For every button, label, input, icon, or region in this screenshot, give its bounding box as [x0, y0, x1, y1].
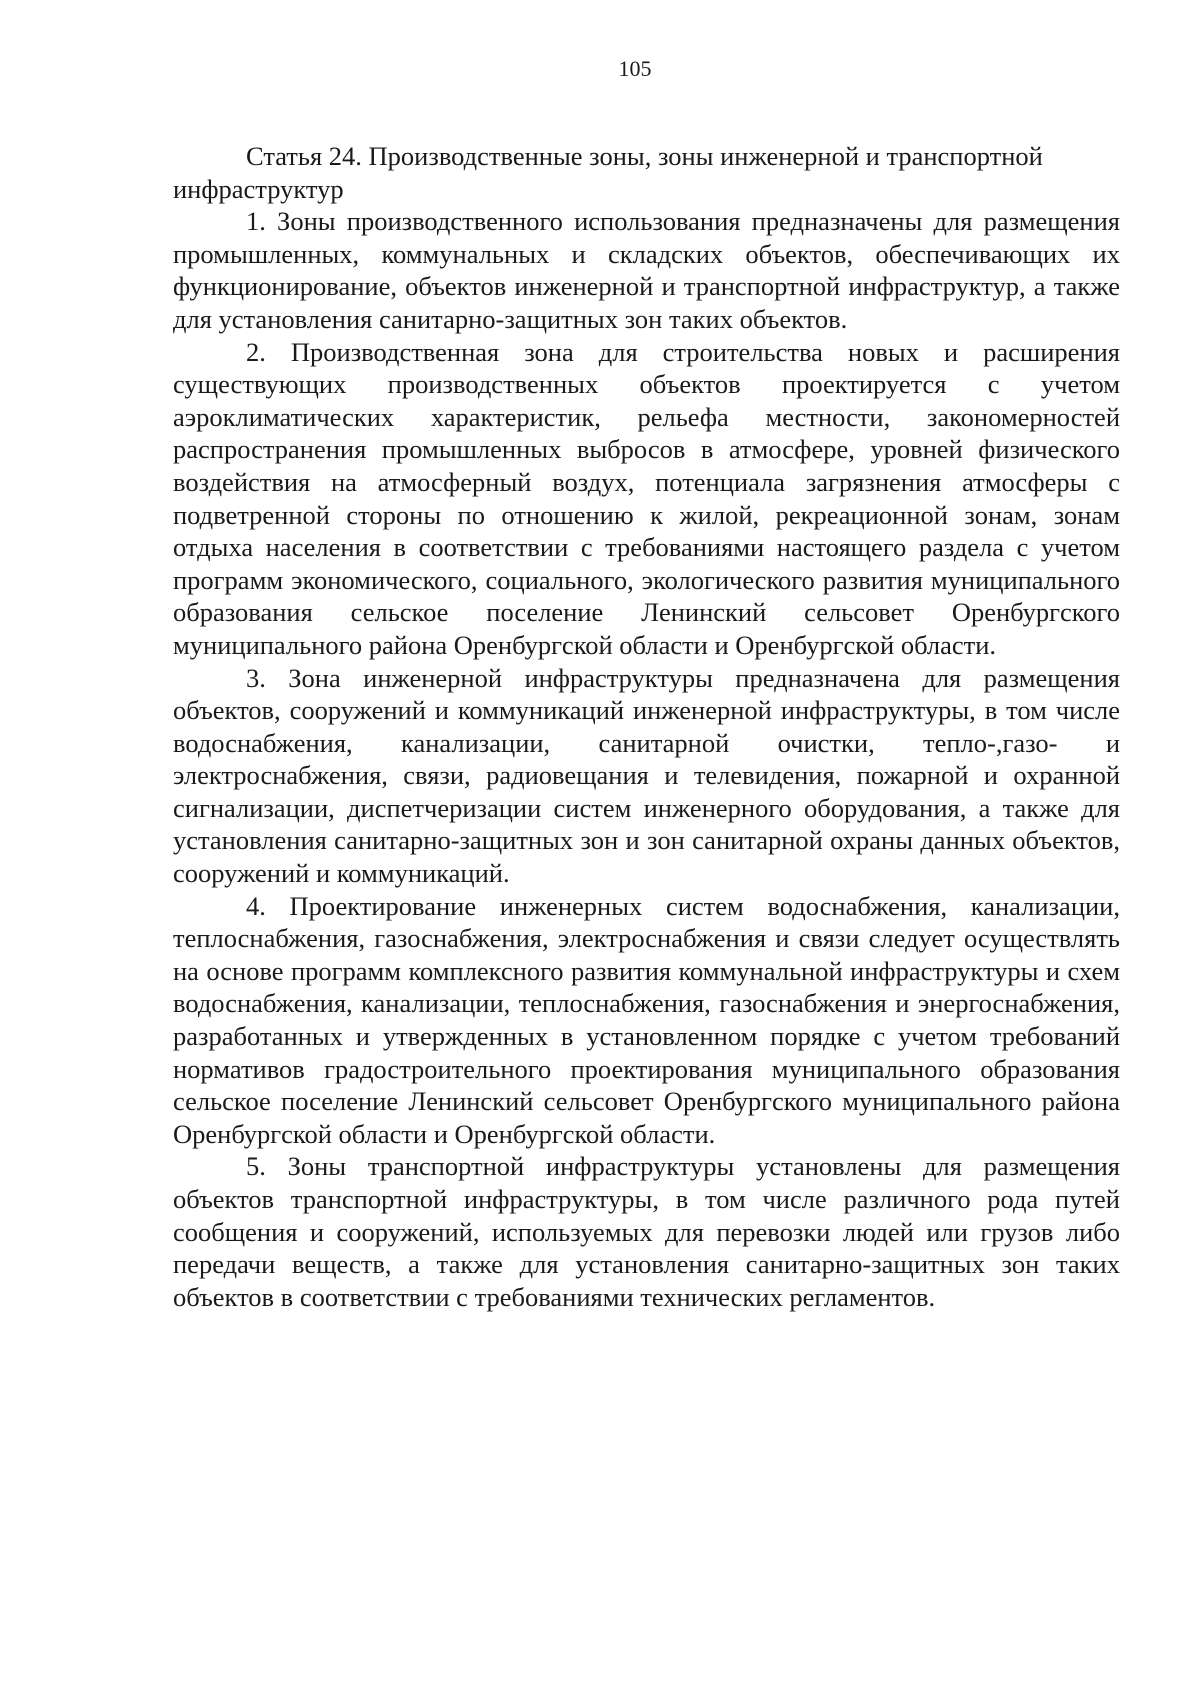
article-title: Статья 24. Производственные зоны, зоны инженерной и транспортной инфраструктур: [173, 141, 1043, 204]
paragraph-5: 5. Зоны транспортной инфраструктуры установлены для размещения объектов транспортной инфраструктуры, в том числе различного рода путей сообщения и сооружений, используемых для перевозки людей или грузов либо передачи веществ, а также для установления санитарно-защитных зон таких объектов в соответствии с требованиями технических регламентов.: [173, 1151, 1120, 1312]
page-number: 105: [618, 56, 652, 81]
paragraph-1: 1. Зоны производственного использования предназначены для размещения промышленных, коммунальных и складских объектов, обеспечивающих их функционирование, объектов инженерной и транспортной инфраструктур, а также для установления санитарно-защитных зон таких объектов.: [173, 206, 1120, 334]
paragraph-2: 2. Производственная зона для строительства новых и расширения существующих производственных объектов проектируется с учетом аэроклиматических характеристик, рельефа местности, закономерностей распространения промышленных выбросов в атмосфере, уровней физического воздействия на атмосферный воздух, потенциала загрязнения атмосферы с подветренной стороны по отношению к жилой, рекреационной зонам, зонам отдыха населения в соответствии с требованиями настоящего раздела с учетом программ экономического, социального, экологического развития муниципального образования сельское поселение Ленинский сельсовет Оренбургского муниципального района Оренбургской области и Оренбургской области.: [173, 336, 1120, 660]
document-body: [173, 140, 1120, 1313]
paragraph-3: 3. Зона инженерной инфраструктуры предназначена для размещения объектов, сооружений и коммуникаций инженерной инфраструктуры, в том числе водоснабжения, канализации, санитарной очистки, тепло-,газо- и электроснабжения, связи, радиовещания и телевидения, пожарной и охранной сигнализации, диспетчеризации систем инженерного оборудования, а также для установления санитарно-защитных зон и зон санитарной охраны данных объектов, сооружений и коммуникаций.: [173, 662, 1120, 889]
paragraph-4: 4. Проектирование инженерных систем водоснабжения, канализации, теплоснабжения, газоснабжения, электроснабжения и связи следует осуществлять на основе программ комплексного развития коммунальной инфраструктуры и схем водоснабжения, канализации, теплоснабжения, газоснабжения и энергоснабжения, разработанных и утвержденных в установленном порядке с учетом требований нормативов градостроительного проектирования муниципального образования сельское поселение Ленинский сельсовет Оренбургского муниципального района Оренбургской области и Оренбургской области.: [173, 890, 1120, 1149]
